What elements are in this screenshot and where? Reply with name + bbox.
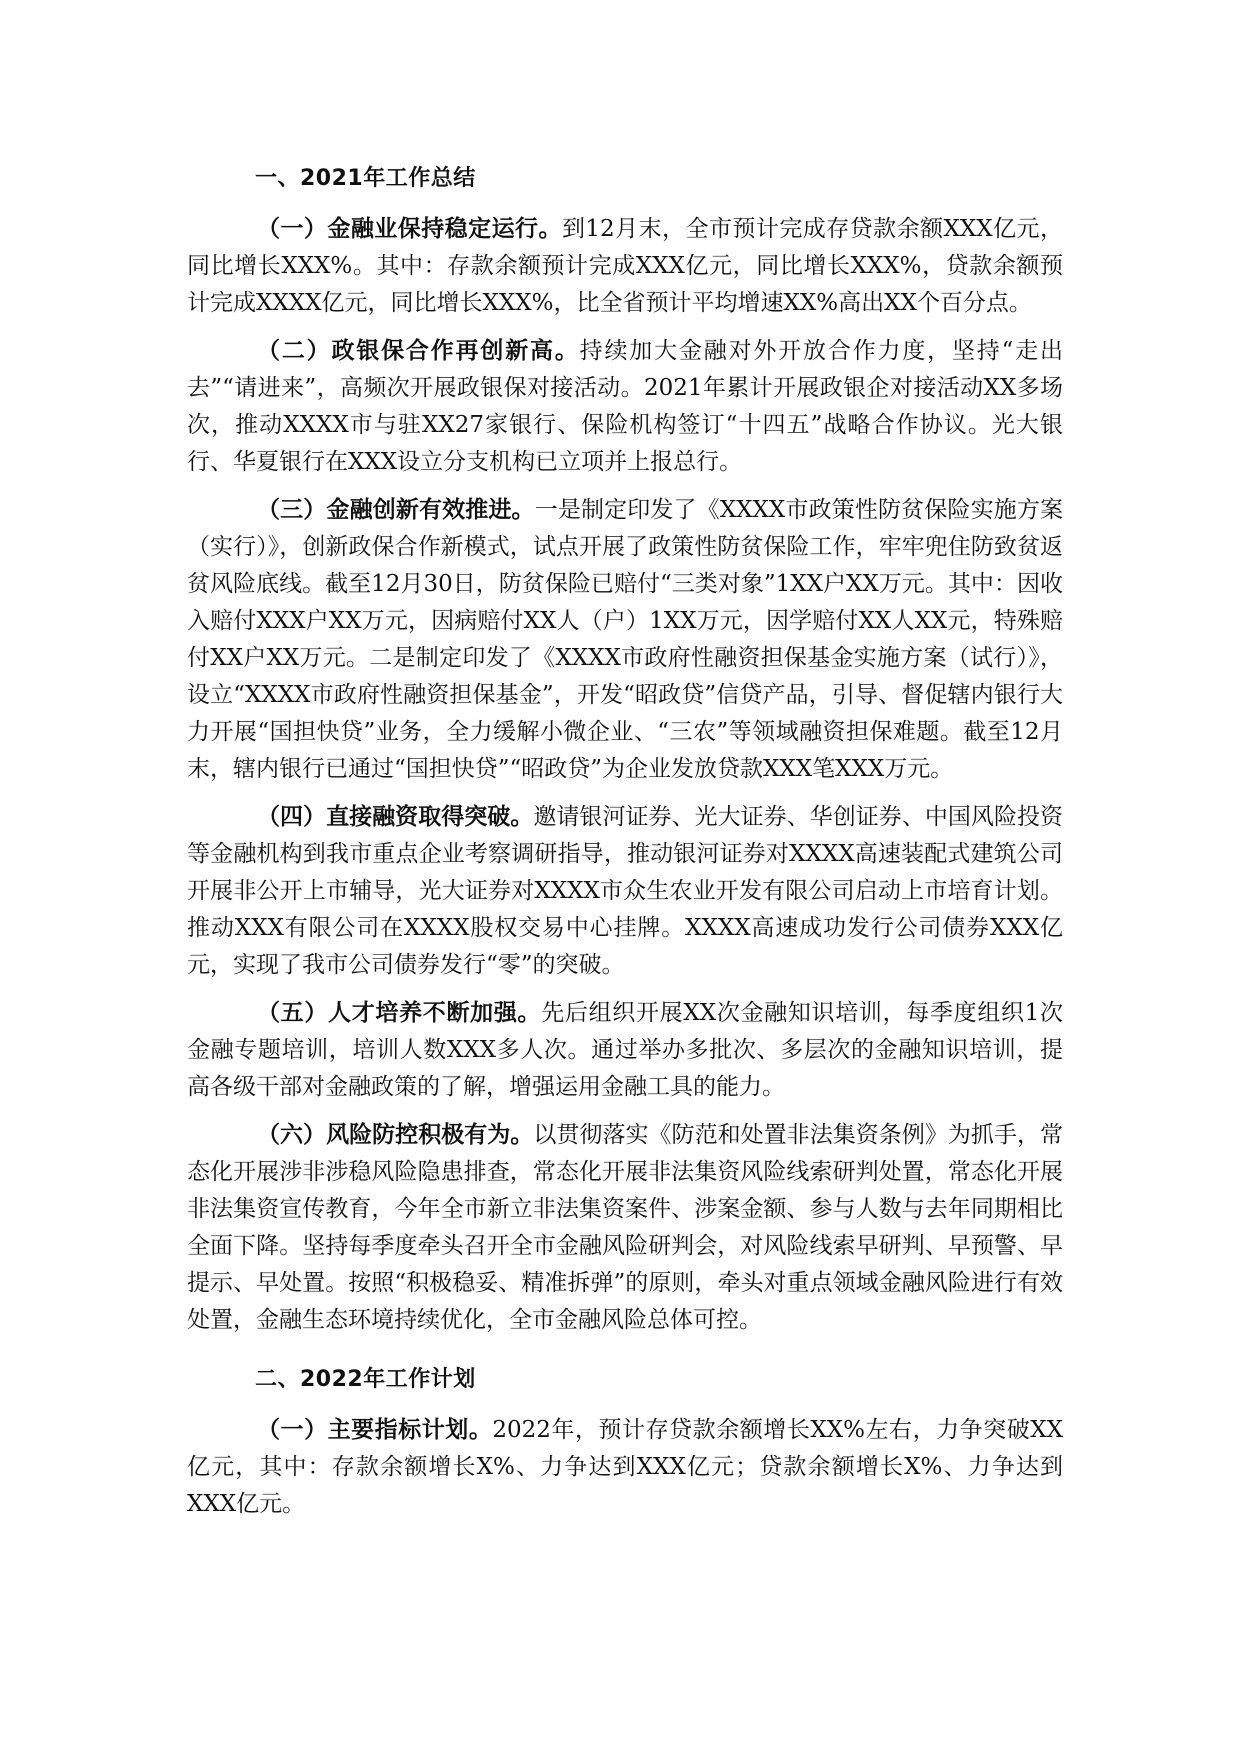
paragraph-lead: （五）人才培养不断加强。: [257, 1000, 542, 1026]
paragraph-body: 持续加大金融对外开放合作力度，坚持“走出去”“请进来”，高频次开展政银保对接活动。2021年累计开展政银企对接活动XX多场次，推动XXXX市与驻XX27家银行、保险机构签订“十四五”战略合作协议。光大银行、华夏银行在XXX设立分支机构已立项并上报总行。: [187, 338, 1064, 475]
section-heading-2021-summary: 一、2021年工作总结: [255, 166, 476, 191]
paragraph-lead: （一）金融业保持稳定运行。: [257, 216, 562, 242]
paragraph-main-indicators: [187, 1412, 1063, 1523]
paragraph-body: 2022年，预计存贷款余额增长XX%左右，力争突破XX亿元，其中：存款余额增长X%、力争达到XXX亿元；贷款余额增长X%、力争达到XXX亿元。: [187, 1417, 1063, 1517]
section-heading-2022-plan: 二、2022年工作计划: [255, 1367, 476, 1392]
paragraph-lead: （三）金融创新有效推进。: [257, 497, 535, 523]
paragraph-body: 以贯彻落实《防范和处置非法集资条例》为抓手，常态化开展涉非涉稳风险隐患排查，常态化开展非法集资风险线索研判处置，常态化开展非法集资宣传教育，今年全市新立非法集资案件、涉案金额、参与人数与去年同期相比全面下降。坚持每季度牵头召开全市金融风险研判会，对风险线索早研判、早预警、早提示、早处置。按照“积极稳妥、精准拆弹”的原则，牵头对重点领域金融风险进行有效处置，金融生态环境持续优化，全市金融风险总体可控。: [187, 1122, 1064, 1333]
document-body: [187, 160, 1063, 1534]
paragraph-financial-innovation: [187, 492, 1063, 788]
paragraph-gov-bank-insurance: [187, 333, 1063, 481]
paragraph-body: 先后组织开展XX次金融知识培训，每季度组织1次金融专题培训，培训人数XXX多人次。通过举办多批次、多层次的金融知识培训，提高各级干部对金融政策的了解，增强运用金融工具的能力。: [187, 1000, 1064, 1100]
paragraph-lead: （一）主要指标计划。: [257, 1417, 493, 1443]
paragraph-financial-stability: [187, 211, 1063, 322]
paragraph-talent-training: [187, 995, 1063, 1106]
paragraph-lead: （六）风险防控积极有为。: [257, 1122, 534, 1148]
paragraph-risk-control: [187, 1117, 1063, 1339]
paragraph-lead: （四）直接融资取得突破。: [257, 804, 534, 830]
paragraph-body: 到12月末，全市预计完成存贷款余额XXX亿元，同比增长XXX%。其中：存款余额预计完成XXX亿元，同比增长XXX%，贷款余额预计完成XXXX亿元，同比增长XXX%，比全省预计平均增速XX%高出XX个百分点。: [187, 216, 1064, 316]
paragraph-body: 一是制定印发了《XXXX市政策性防贫保险实施方案（实行）》，创新政保合作新模式，试点开展了政策性防贫保险工作，牢牢兜住防致贫返贫风险底线。截至12月30日，防贫保险已赔付“三类对象”1XX户XX万元。其中：因收入赔付XXX户XX万元，因病赔付XX人（户）1XX万元，因学赔付XX人XX元，特殊赔付XX户XX万元。二是制定印发了《XXXX市政府性融资担保基金实施方案（试行）》，设立“XXXX市政府性融资担保基金”，开发“昭政贷”信贷产品，引导、督促辖内银行大力开展“国担快贷”业务，全力缓解小微企业、“三农”等领域融资担保难题。截至12月末，辖内银行已通过“国担快贷”“昭政贷”为企业发放贷款XXX笔XXX万元。: [187, 497, 1063, 782]
paragraph-lead: （二）政银保合作再创新高。: [257, 338, 580, 364]
paragraph-direct-financing: [187, 799, 1063, 984]
paragraph-body: 邀请银河证券、光大证券、华创证券、中国风险投资等金融机构到我市重点企业考察调研指导，推动银河证券对XXXX高速装配式建筑公司开展非公开上市辅导，光大证券对XXXX市众生农业开发有限公司启动上市培育计划。推动XXX有限公司在XXXX股权交易中心挂牌。XXXX高速成功发行公司债券XXX亿元，实现了我市公司债券发行“零”的突破。: [187, 804, 1064, 978]
